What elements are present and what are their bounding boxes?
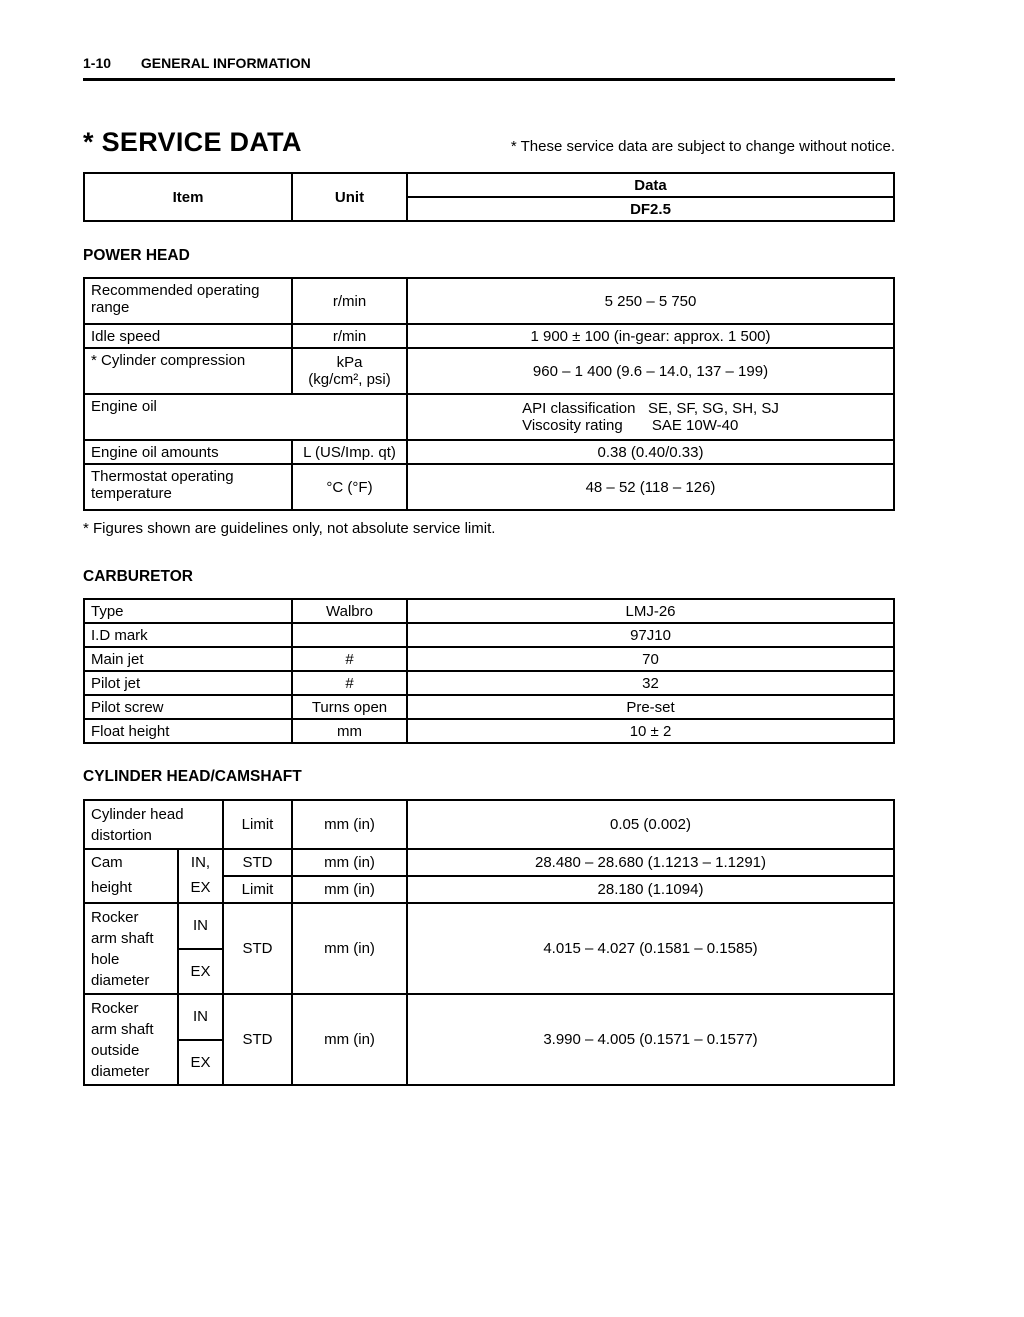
table-row — [84, 173, 894, 197]
unit-cell: °C (°F) — [292, 464, 407, 510]
data-cell: 32 — [407, 671, 894, 695]
unit-cell: mm (in) — [292, 849, 407, 876]
item-cell: Rocker arm shaft hole diameter — [84, 903, 178, 994]
page-title-note: * These service data are subject to change without notice. — [510, 138, 895, 155]
power-head-footnote: * Figures shown are guidelines only, not absolute service limit. — [83, 520, 496, 537]
unit-cell: r/min — [292, 278, 407, 324]
power-head-heading: POWER HEAD — [83, 247, 190, 264]
page-header — [83, 55, 895, 71]
item-cell: Type — [84, 599, 292, 623]
model-label: DF2.5 — [407, 197, 894, 221]
unit-column-header: Unit — [292, 173, 407, 221]
table-row — [84, 647, 894, 671]
table-row — [84, 348, 894, 394]
unit-cell — [292, 623, 407, 647]
data-cell: 28.480 – 28.680 (1.1213 – 1.1291) — [407, 849, 894, 876]
unit-cell: # — [292, 671, 407, 695]
table-row — [84, 671, 894, 695]
data-cell: Pre-set — [407, 695, 894, 719]
unit-cell: L (US/Imp. qt) — [292, 440, 407, 464]
unit-cell: mm (in) — [292, 994, 407, 1085]
data-cell: 3.990 – 4.005 (0.1571 – 0.1577) — [407, 994, 894, 1085]
spec-cell: STD — [223, 994, 292, 1085]
carburetor-heading: CARBURETOR — [83, 568, 193, 585]
section-header: GENERAL INFORMATION — [140, 55, 311, 71]
item-cell: Pilot jet — [84, 671, 292, 695]
table-row — [84, 440, 894, 464]
data-cell: 0.05 (0.002) — [407, 800, 894, 849]
data-cell: LMJ-26 — [407, 599, 894, 623]
valve-cell: IN, EX — [178, 849, 223, 903]
cylinder-head-heading: CYLINDER HEAD/CAMSHAFT — [83, 768, 302, 785]
data-cell: 70 — [407, 647, 894, 671]
data-cell: 5 250 – 5 750 — [407, 278, 894, 324]
item-cell: Thermostat operating temperature — [84, 464, 292, 510]
data-cell — [407, 394, 894, 440]
table-row — [84, 695, 894, 719]
page-title: * SERVICE DATA — [83, 127, 302, 157]
item-column-header: Item — [84, 173, 292, 221]
valve-cell: EX — [178, 1040, 223, 1086]
spec-cell: STD — [223, 903, 292, 994]
table-row — [84, 849, 894, 876]
item-cell: Engine oil amounts — [84, 440, 292, 464]
item-cell: Pilot screw — [84, 695, 292, 719]
unit-cell: mm (in) — [292, 876, 407, 903]
unit-cell: r/min — [292, 324, 407, 348]
unit-cell: Turns open — [292, 695, 407, 719]
table-row — [84, 324, 894, 348]
table-row — [84, 278, 894, 324]
item-cell: Recommended operating range — [84, 278, 292, 324]
item-cell: Rocker arm shaft outside diameter — [84, 994, 178, 1085]
unit-cell: kPa (kg/cm², psi) — [292, 348, 407, 394]
cylinder-head-table — [83, 799, 895, 1086]
table-row — [84, 394, 894, 440]
table-row — [84, 994, 894, 1040]
data-cell: 10 ± 2 — [407, 719, 894, 743]
unit-cell: # — [292, 647, 407, 671]
header-rule — [83, 78, 895, 81]
item-cell: Float height — [84, 719, 292, 743]
service-data-header-table — [83, 172, 895, 222]
valve-cell: IN — [178, 903, 223, 949]
data-cell: 97J10 — [407, 623, 894, 647]
data-column-header: Data — [407, 173, 894, 197]
table-row — [84, 800, 894, 849]
title-row — [83, 127, 895, 158]
data-cell: 48 – 52 (118 – 126) — [407, 464, 894, 510]
engine-oil-spec: API classification SE, SF, SG, SH, SJ Viscosity rating SAE 10W-40 — [522, 400, 779, 434]
page-number: 1-10 — [83, 55, 112, 71]
data-cell: 960 – 1 400 (9.6 – 14.0, 137 – 199) — [407, 348, 894, 394]
table-row — [84, 719, 894, 743]
item-cell: Idle speed — [84, 324, 292, 348]
item-cell: Cylinder head distortion — [84, 800, 223, 849]
table-row — [84, 599, 894, 623]
item-cell: * Cylinder compression — [84, 348, 292, 394]
item-cell: Engine oil — [84, 394, 407, 440]
data-cell: 1 900 ± 100 (in-gear: approx. 1 500) — [407, 324, 894, 348]
spec-cell: Limit — [223, 876, 292, 903]
table-row — [84, 903, 894, 949]
unit-cell: mm — [292, 719, 407, 743]
item-cell: Main jet — [84, 647, 292, 671]
item-cell: Cam height — [84, 849, 178, 903]
item-cell: I.D mark — [84, 623, 292, 647]
manual-page — [83, 0, 895, 1086]
data-cell: 28.180 (1.1094) — [407, 876, 894, 903]
unit-cell: Walbro — [292, 599, 407, 623]
valve-cell: IN — [178, 994, 223, 1040]
carburetor-table — [83, 598, 895, 744]
data-cell: 4.015 – 4.027 (0.1581 – 0.1585) — [407, 903, 894, 994]
table-row — [84, 623, 894, 647]
spec-cell: Limit — [223, 800, 292, 849]
unit-cell: mm (in) — [292, 800, 407, 849]
valve-cell: EX — [178, 949, 223, 995]
table-row — [84, 464, 894, 510]
unit-cell: mm (in) — [292, 903, 407, 994]
spec-cell: STD — [223, 849, 292, 876]
power-head-table — [83, 277, 895, 511]
data-cell: 0.38 (0.40/0.33) — [407, 440, 894, 464]
